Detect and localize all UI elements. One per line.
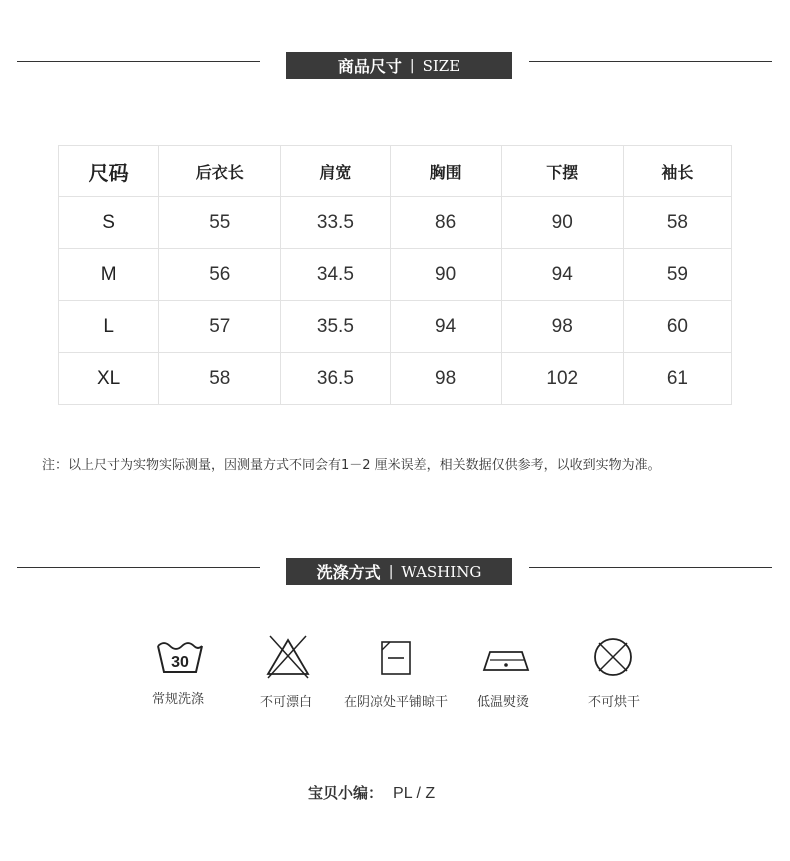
header-size: 尺码 (59, 146, 159, 197)
table-cell: 94 (390, 301, 501, 353)
table-cell: 34.5 (281, 249, 390, 301)
table-cell: 36.5 (281, 353, 390, 405)
size-table-header-row (59, 146, 732, 197)
table-cell: 94 (501, 249, 623, 301)
washing-title-cn: 洗涤方式 (316, 563, 381, 582)
table-cell: XL (59, 353, 159, 405)
table-cell: 61 (623, 353, 731, 405)
header-chest: 胸围 (390, 146, 501, 197)
table-cell: 58 (159, 353, 281, 405)
iron-low-label: 低温熨烫 (476, 695, 530, 710)
size-divider-left (17, 61, 260, 62)
svg-text:30: 30 (171, 654, 189, 671)
washing-divider-right (529, 567, 772, 568)
table-cell: M (59, 249, 159, 301)
table-cell: 33.5 (281, 197, 390, 249)
table-cell: 56 (159, 249, 281, 301)
header-shoulder: 肩宽 (281, 146, 390, 197)
table-cell: 35.5 (281, 301, 390, 353)
table-cell: 55 (159, 197, 281, 249)
table-cell: L (59, 301, 159, 353)
table-cell: 59 (623, 249, 731, 301)
no-tumble-dry-icon (583, 632, 643, 682)
dry-flat-shade-icon (366, 634, 426, 684)
table-cell: 57 (159, 301, 281, 353)
table-cell: S (59, 197, 159, 249)
table-cell: 86 (390, 197, 501, 249)
size-divider-right (529, 61, 772, 62)
table-cell: 90 (501, 197, 623, 249)
washing-divider-left (17, 567, 260, 568)
table-cell: 58 (623, 197, 731, 249)
table-row (59, 249, 732, 301)
size-table (58, 145, 732, 405)
size-section-banner (286, 52, 512, 79)
header-hem: 下摆 (501, 146, 623, 197)
no-bleach-label: 不可漂白 (259, 695, 313, 710)
header-sleeve: 袖长 (623, 146, 731, 197)
table-cell: 90 (390, 249, 501, 301)
dry-flat-shade-label: 在阴凉处平铺晾干 (343, 695, 449, 710)
table-row (59, 353, 732, 405)
size-title-en: SIZE (422, 56, 461, 75)
washing-title-separator: | (388, 563, 394, 580)
wash-30-icon (150, 634, 210, 684)
header-back-length: 后衣长 (159, 146, 281, 197)
measurement-note: 注：以上尺寸为实物实际测量，因测量方式不同会有1－2 厘米误差，相关数据仅供参考，以收到实物为准。 (42, 458, 661, 473)
table-row (59, 197, 732, 249)
table-row (59, 301, 732, 353)
table-cell: 60 (623, 301, 731, 353)
no-tumble-dry-label: 不可烘干 (587, 695, 641, 710)
table-cell: 98 (390, 353, 501, 405)
editor-label: 宝贝小编： (308, 784, 384, 802)
product-editor (308, 782, 435, 803)
size-title-separator: | (409, 57, 415, 74)
size-title-cn: 商品尺寸 (337, 57, 402, 76)
table-cell: 102 (501, 353, 623, 405)
editor-value: PL / Z (393, 785, 436, 802)
no-bleach-icon (258, 632, 318, 682)
washing-section-banner (286, 558, 512, 585)
wash-30-label: 常规洗涤 (151, 692, 205, 707)
washing-title-en: WASHING (401, 562, 482, 581)
iron-low-icon (476, 634, 536, 684)
table-cell: 98 (501, 301, 623, 353)
